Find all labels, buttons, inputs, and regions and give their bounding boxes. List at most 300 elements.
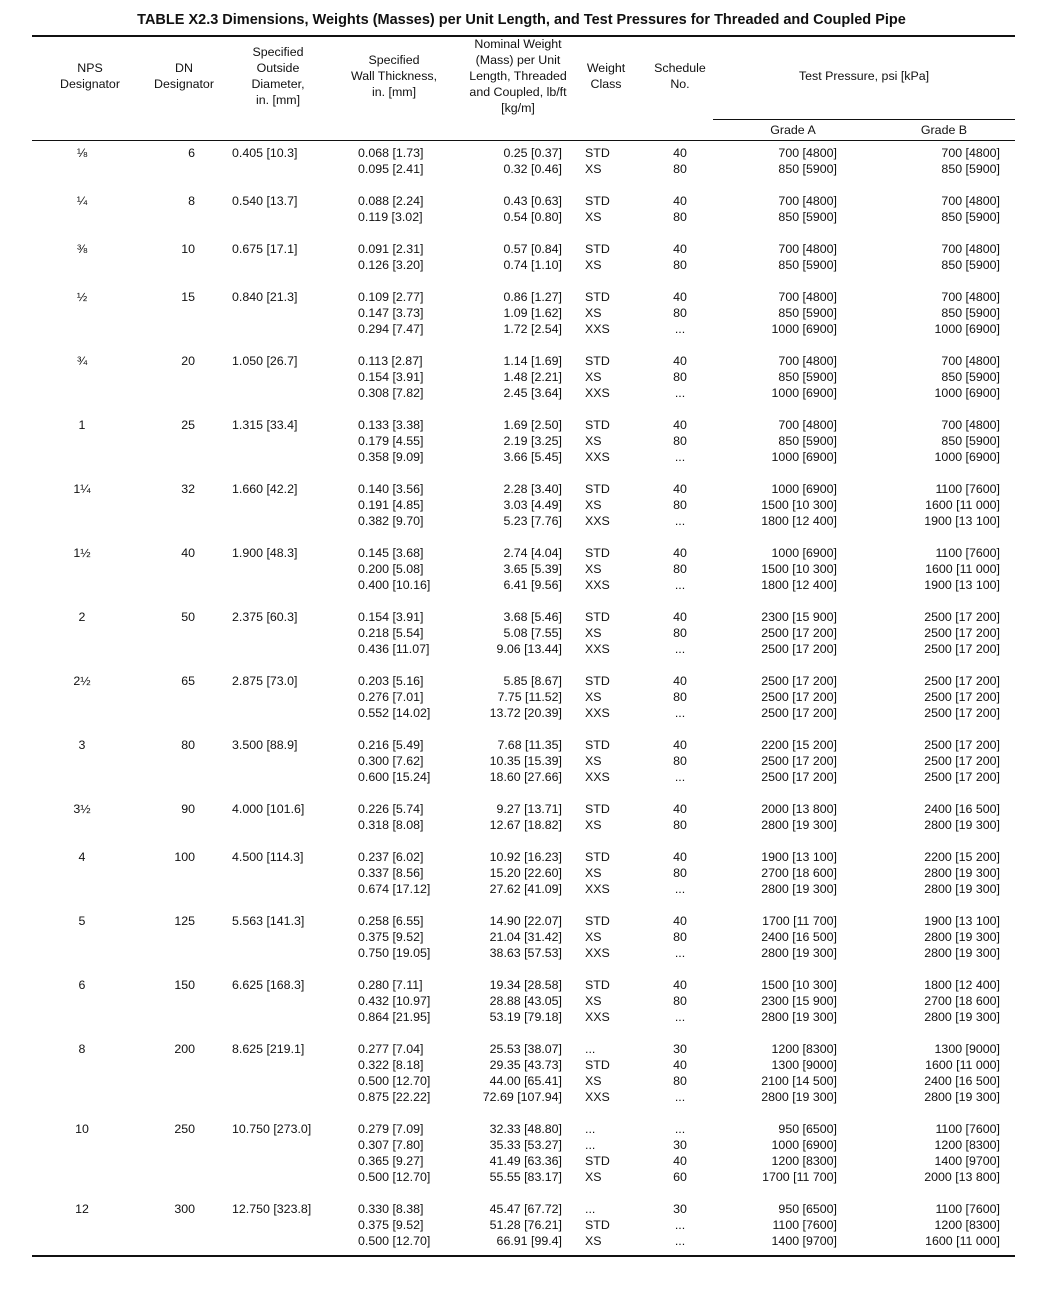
nominal-weight-cell: 0.54 [0.80] bbox=[503, 210, 562, 224]
grade-a-pressure-cell: 1000 [6900] bbox=[771, 386, 837, 400]
header-wall-line: Specified bbox=[368, 53, 420, 67]
nominal-weight-cell: 9.06 [13.44] bbox=[496, 642, 562, 656]
dn-cell: 50 bbox=[181, 610, 195, 624]
nominal-weight-cell: 3.68 [5.46] bbox=[503, 610, 562, 624]
wall-thickness-cell: 0.154 [3.91] bbox=[358, 610, 424, 624]
weight-class-cell: ... bbox=[585, 1122, 596, 1136]
grade-a-pressure-cell: 2800 [19 300] bbox=[761, 818, 837, 832]
weight-class-cell: STD bbox=[585, 146, 610, 160]
outside-diameter-cell: 2.875 [73.0] bbox=[232, 674, 298, 688]
outside-diameter-cell: 2.375 [60.3] bbox=[232, 610, 298, 624]
grade-a-pressure-cell: 2800 [19 300] bbox=[761, 946, 837, 960]
dn-cell: 150 bbox=[174, 978, 195, 992]
grade-b-pressure-cell: 2200 [15 200] bbox=[924, 850, 1000, 864]
nominal-weight-cell: 6.41 [9.56] bbox=[503, 578, 562, 592]
nominal-weight-cell: 15.20 [22.60] bbox=[489, 866, 562, 880]
nominal-weight-cell: 1.72 [2.54] bbox=[503, 322, 562, 336]
schedule-cell: 40 bbox=[673, 738, 687, 752]
weight-class-cell: ... bbox=[585, 1202, 596, 1216]
header-schedule-line: No. bbox=[670, 77, 690, 91]
grade-a-pressure-cell: 1900 [13 100] bbox=[761, 850, 837, 864]
outside-diameter-cell: 4.500 [114.3] bbox=[232, 850, 304, 864]
nps-cell: 3 bbox=[78, 738, 86, 752]
header-grade-a: Grade A bbox=[770, 123, 816, 137]
grade-a-pressure-cell: 2500 [17 200] bbox=[761, 706, 837, 720]
schedule-cell: 40 bbox=[673, 354, 687, 368]
wall-thickness-cell: 0.382 [9.70] bbox=[358, 514, 424, 528]
weight-class-cell: XS bbox=[585, 434, 602, 448]
grade-a-pressure-cell: 1000 [6900] bbox=[771, 1138, 837, 1152]
schedule-cell: ... bbox=[674, 1010, 686, 1024]
nominal-weight-cell: 2.45 [3.64] bbox=[503, 386, 562, 400]
dn-cell: 200 bbox=[174, 1042, 195, 1056]
grade-a-pressure-cell: 850 [5900] bbox=[778, 258, 837, 272]
weight-class-cell: XS bbox=[585, 306, 602, 320]
weight-class-cell: XS bbox=[585, 930, 602, 944]
bottom-rule bbox=[32, 1255, 1015, 1257]
wall-thickness-cell: 0.308 [7.82] bbox=[358, 386, 424, 400]
grade-a-pressure-cell: 850 [5900] bbox=[778, 434, 837, 448]
nominal-weight-cell: 3.66 [5.45] bbox=[503, 450, 562, 464]
grade-a-pressure-cell: 1700 [11 700] bbox=[762, 1170, 837, 1184]
dn-cell: 40 bbox=[181, 546, 195, 560]
grade-a-pressure-cell: 700 [4800] bbox=[778, 418, 837, 432]
grade-b-pressure-cell: 1200 [8300] bbox=[934, 1218, 1000, 1232]
outside-diameter-cell: 0.840 [21.3] bbox=[232, 290, 298, 304]
nps-cell: ¾ bbox=[76, 354, 88, 368]
nominal-weight-cell: 2.28 [3.40] bbox=[503, 482, 562, 496]
grade-b-pressure-cell: 1600 [11 000] bbox=[925, 1234, 1000, 1248]
nominal-weight-cell: 1.14 [1.69] bbox=[503, 354, 562, 368]
wall-thickness-cell: 0.400 [10.16] bbox=[358, 578, 431, 592]
nominal-weight-cell: 1.69 [2.50] bbox=[503, 418, 562, 432]
dn-cell: 15 bbox=[181, 290, 195, 304]
outside-diameter-cell: 1.050 [26.7] bbox=[232, 354, 298, 368]
header-od-line: Outside bbox=[256, 61, 300, 75]
header-weight-line: Nominal Weight bbox=[474, 37, 562, 51]
weight-class-cell: STD bbox=[585, 914, 610, 928]
header-test-pressure: Test Pressure, psi [kPa] bbox=[798, 69, 930, 83]
grade-a-pressure-cell: 1700 [11 700] bbox=[762, 914, 837, 928]
wall-thickness-cell: 0.113 [2.87] bbox=[358, 354, 423, 368]
weight-class-cell: ... bbox=[585, 1138, 596, 1152]
wall-thickness-cell: 0.095 [2.41] bbox=[358, 162, 424, 176]
schedule-cell: 40 bbox=[673, 610, 687, 624]
grade-a-pressure-cell: 1400 [9700] bbox=[771, 1234, 837, 1248]
wall-thickness-cell: 0.307 [7.80] bbox=[358, 1138, 424, 1152]
weight-class-cell: XS bbox=[585, 690, 602, 704]
nominal-weight-cell: 3.03 [4.49] bbox=[503, 498, 562, 512]
header-class-line: Class bbox=[590, 77, 622, 91]
nominal-weight-cell: 2.74 [4.04] bbox=[503, 546, 562, 560]
schedule-cell: 40 bbox=[673, 546, 687, 560]
schedule-cell: 60 bbox=[673, 1170, 687, 1184]
wall-thickness-cell: 0.179 [4.55] bbox=[358, 434, 424, 448]
weight-class-cell: XXS bbox=[585, 946, 610, 960]
nps-cell: 12 bbox=[75, 1202, 89, 1216]
nps-cell: 1¼ bbox=[73, 482, 91, 496]
nominal-weight-cell: 27.62 [41.09] bbox=[489, 882, 562, 896]
schedule-cell: ... bbox=[674, 450, 686, 464]
header-nominal-weight bbox=[458, 36, 578, 116]
header-class-line: Weight bbox=[586, 61, 626, 75]
outside-diameter-cell: 8.625 [219.1] bbox=[232, 1042, 305, 1056]
grade-b-pressure-cell: 1900 [13 100] bbox=[924, 514, 1000, 528]
header-od-line: Specified bbox=[252, 45, 304, 59]
wall-thickness-cell: 0.750 [19.05] bbox=[358, 946, 431, 960]
grade-b-pressure-cell: 2700 [18 600] bbox=[924, 994, 1000, 1008]
nominal-weight-cell: 2.19 [3.25] bbox=[503, 434, 562, 448]
nominal-weight-cell: 0.43 [0.63] bbox=[503, 194, 562, 208]
grade-a-pressure-cell: 1000 [6900] bbox=[771, 322, 837, 336]
header-weight-class bbox=[576, 60, 636, 92]
schedule-cell: 80 bbox=[673, 626, 687, 640]
grade-a-pressure-cell: 1100 [7600] bbox=[772, 1218, 837, 1232]
nominal-weight-cell: 28.88 [43.05] bbox=[489, 994, 562, 1008]
weight-class-cell: XS bbox=[585, 818, 602, 832]
grade-a-pressure-cell: 2800 [19 300] bbox=[761, 1010, 837, 1024]
grade-a-pressure-cell: 850 [5900] bbox=[778, 370, 837, 384]
grade-b-pressure-cell: 2800 [19 300] bbox=[924, 866, 1000, 880]
grade-a-pressure-cell: 1800 [12 400] bbox=[761, 514, 837, 528]
schedule-cell: 40 bbox=[673, 242, 687, 256]
schedule-cell: ... bbox=[674, 1218, 686, 1232]
wall-thickness-cell: 0.300 [7.62] bbox=[358, 754, 424, 768]
grade-a-pressure-cell: 1000 [6900] bbox=[771, 450, 837, 464]
wall-thickness-cell: 0.147 [3.73] bbox=[358, 306, 424, 320]
grade-b-pressure-cell: 2800 [19 300] bbox=[924, 946, 1000, 960]
nominal-weight-cell: 55.55 [83.17] bbox=[489, 1170, 562, 1184]
schedule-cell: ... bbox=[674, 1090, 686, 1104]
wall-thickness-cell: 0.375 [9.52] bbox=[358, 1218, 424, 1232]
grade-a-pressure-cell: 1500 [10 300] bbox=[761, 562, 837, 576]
header-weight-line: [kg/m] bbox=[501, 101, 535, 115]
grade-b-pressure-cell: 1800 [12 400] bbox=[924, 978, 1000, 992]
schedule-cell: 80 bbox=[673, 818, 687, 832]
header-od-line: Diameter, bbox=[251, 77, 305, 91]
grade-a-pressure-cell: 2500 [17 200] bbox=[761, 626, 837, 640]
weight-class-cell: XXS bbox=[585, 386, 610, 400]
grade-b-pressure-cell: 2400 [16 500] bbox=[924, 802, 1000, 816]
nominal-weight-cell: 5.08 [7.55] bbox=[503, 626, 562, 640]
weight-class-cell: XXS bbox=[585, 1010, 610, 1024]
outside-diameter-cell: 5.563 [141.3] bbox=[232, 914, 305, 928]
grade-b-pressure-cell: 700 [4800] bbox=[941, 242, 1000, 256]
grade-b-pressure-cell: 1000 [6900] bbox=[934, 322, 1000, 336]
nominal-weight-cell: 66.91 [99.4] bbox=[496, 1234, 562, 1248]
grade-a-pressure-cell: 2700 [18 600] bbox=[761, 866, 837, 880]
nominal-weight-cell: 35.33 [53.27] bbox=[489, 1138, 562, 1152]
wall-thickness-cell: 0.552 [14.02] bbox=[358, 706, 431, 720]
nps-cell: ¼ bbox=[76, 194, 88, 208]
grade-b-pressure-cell: 850 [5900] bbox=[941, 210, 1000, 224]
schedule-cell: 80 bbox=[673, 930, 687, 944]
weight-class-cell: STD bbox=[585, 418, 610, 432]
dn-cell: 6 bbox=[188, 146, 195, 160]
outside-diameter-cell: 0.540 [13.7] bbox=[232, 194, 298, 208]
wall-thickness-cell: 0.277 [7.04] bbox=[358, 1042, 424, 1056]
grade-b-pressure-cell: 1300 [9000] bbox=[934, 1042, 1000, 1056]
wall-thickness-cell: 0.279 [7.09] bbox=[358, 1122, 424, 1136]
nps-cell: 8 bbox=[78, 1042, 86, 1056]
wall-thickness-cell: 0.258 [6.55] bbox=[358, 914, 424, 928]
grade-b-pressure-cell: 1000 [6900] bbox=[934, 386, 1000, 400]
grade-a-pressure-cell: 2300 [15 900] bbox=[761, 610, 837, 624]
grade-a-pressure-cell: 700 [4800] bbox=[778, 146, 837, 160]
header-wall-thickness bbox=[334, 52, 454, 100]
dn-cell: 250 bbox=[174, 1122, 195, 1136]
weight-class-cell: XXS bbox=[585, 514, 610, 528]
nominal-weight-cell: 51.28 [76.21] bbox=[489, 1218, 562, 1232]
schedule-cell: 30 bbox=[673, 1042, 687, 1056]
nps-cell: 5 bbox=[78, 914, 86, 928]
wall-thickness-cell: 0.322 [8.18] bbox=[358, 1058, 424, 1072]
outside-diameter-cell: 4.000 [101.6] bbox=[232, 802, 305, 816]
nominal-weight-cell: 10.35 [15.39] bbox=[489, 754, 562, 768]
grade-b-pressure-cell: 2500 [17 200] bbox=[924, 770, 1000, 784]
wall-thickness-cell: 0.091 [2.31] bbox=[358, 242, 424, 256]
schedule-cell: 80 bbox=[673, 162, 687, 176]
grade-b-pressure-cell: 2500 [17 200] bbox=[924, 610, 1000, 624]
nps-cell: ⅛ bbox=[76, 146, 88, 160]
nominal-weight-cell: 0.57 [0.84] bbox=[503, 242, 562, 256]
grade-b-pressure-cell: 2000 [13 800] bbox=[924, 1170, 1000, 1184]
grade-a-pressure-cell: 1200 [8300] bbox=[771, 1154, 837, 1168]
schedule-cell: 80 bbox=[673, 994, 687, 1008]
schedule-cell: ... bbox=[674, 514, 686, 528]
grade-a-pressure-cell: 950 [6500] bbox=[778, 1122, 837, 1136]
nominal-weight-cell: 25.53 [38.07] bbox=[489, 1042, 562, 1056]
grade-a-pressure-cell: 700 [4800] bbox=[778, 194, 837, 208]
nps-cell: 2½ bbox=[73, 674, 91, 688]
grade-a-pressure-cell: 950 [6500] bbox=[778, 1202, 837, 1216]
wall-thickness-cell: 0.154 [3.91] bbox=[358, 370, 424, 384]
grade-a-pressure-cell: 2500 [17 200] bbox=[761, 642, 837, 656]
weight-class-cell: XS bbox=[585, 562, 602, 576]
weight-class-cell: STD bbox=[585, 290, 610, 304]
header-schedule bbox=[640, 60, 720, 92]
weight-class-cell: STD bbox=[585, 482, 610, 496]
grade-a-pressure-cell: 2100 [14 500] bbox=[761, 1074, 837, 1088]
wall-thickness-cell: 0.864 [21.95] bbox=[358, 1010, 431, 1024]
schedule-cell: 80 bbox=[673, 210, 687, 224]
weight-class-cell: XXS bbox=[585, 770, 610, 784]
nominal-weight-cell: 38.63 [57.53] bbox=[489, 946, 562, 960]
wall-thickness-cell: 0.276 [7.01] bbox=[358, 690, 424, 704]
grade-b-pressure-cell: 1000 [6900] bbox=[934, 450, 1000, 464]
header-nps-line: Designator bbox=[60, 77, 120, 91]
nominal-weight-cell: 1.09 [1.62] bbox=[503, 306, 562, 320]
grade-b-pressure-cell: 2500 [17 200] bbox=[924, 674, 1000, 688]
schedule-cell: ... bbox=[674, 1122, 686, 1136]
grade-a-pressure-cell: 2500 [17 200] bbox=[761, 690, 837, 704]
nominal-weight-cell: 29.35 [43.73] bbox=[489, 1058, 562, 1072]
wall-thickness-cell: 0.294 [7.47] bbox=[358, 322, 424, 336]
weight-class-cell: STD bbox=[585, 1058, 610, 1072]
header-dn-line: Designator bbox=[154, 77, 214, 91]
wall-thickness-cell: 0.875 [22.22] bbox=[358, 1090, 431, 1104]
grade-b-pressure-cell: 700 [4800] bbox=[941, 354, 1000, 368]
weight-class-cell: XS bbox=[585, 626, 602, 640]
grade-b-pressure-cell: 2500 [17 200] bbox=[924, 706, 1000, 720]
weight-class-cell: XS bbox=[585, 1234, 602, 1248]
weight-class-cell: STD bbox=[585, 546, 610, 560]
schedule-cell: 30 bbox=[673, 1202, 687, 1216]
wall-thickness-cell: 0.226 [5.74] bbox=[358, 802, 424, 816]
dn-cell: 10 bbox=[181, 242, 195, 256]
schedule-cell: 40 bbox=[673, 1154, 687, 1168]
grade-b-pressure-cell: 850 [5900] bbox=[941, 162, 1000, 176]
grade-b-pressure-cell: 2800 [19 300] bbox=[924, 930, 1000, 944]
nominal-weight-cell: 0.25 [0.37] bbox=[503, 146, 562, 160]
grade-a-pressure-cell: 850 [5900] bbox=[778, 306, 837, 320]
schedule-cell: 40 bbox=[673, 482, 687, 496]
grade-a-pressure-cell: 2800 [19 300] bbox=[761, 882, 837, 896]
weight-class-cell: XS bbox=[585, 1074, 602, 1088]
header-nps-line: NPS bbox=[77, 61, 103, 75]
grade-b-pressure-cell: 2500 [17 200] bbox=[924, 642, 1000, 656]
weight-class-cell: XS bbox=[585, 994, 602, 1008]
schedule-cell: ... bbox=[674, 578, 686, 592]
grade-a-pressure-cell: 850 [5900] bbox=[778, 162, 837, 176]
nominal-weight-cell: 14.90 [22.07] bbox=[489, 914, 562, 928]
header-wall-line: in. [mm] bbox=[371, 85, 417, 99]
header-nps bbox=[40, 60, 140, 92]
grade-b-pressure-cell: 1400 [9700] bbox=[934, 1154, 1000, 1168]
wall-thickness-cell: 0.280 [7.11] bbox=[358, 978, 423, 992]
wall-thickness-cell: 0.375 [9.52] bbox=[358, 930, 424, 944]
wall-thickness-cell: 0.500 [12.70] bbox=[358, 1074, 431, 1088]
grade-a-pressure-cell: 2500 [17 200] bbox=[761, 770, 837, 784]
nominal-weight-cell: 5.23 [7.76] bbox=[503, 514, 562, 528]
weight-class-cell: XS bbox=[585, 210, 602, 224]
grade-a-pressure-cell: 2300 [15 900] bbox=[761, 994, 837, 1008]
nps-cell: 1 bbox=[78, 418, 86, 432]
wall-thickness-cell: 0.330 [8.38] bbox=[358, 1202, 424, 1216]
grade-b-pressure-cell: 700 [4800] bbox=[941, 290, 1000, 304]
dn-cell: 100 bbox=[174, 850, 195, 864]
schedule-cell: 40 bbox=[673, 914, 687, 928]
wall-thickness-cell: 0.218 [5.54] bbox=[358, 626, 424, 640]
weight-class-cell: XXS bbox=[585, 322, 610, 336]
schedule-cell: 80 bbox=[673, 258, 687, 272]
nominal-weight-cell: 7.68 [11.35] bbox=[497, 738, 562, 752]
weight-class-cell: STD bbox=[585, 194, 610, 208]
dn-cell: 80 bbox=[181, 738, 195, 752]
nominal-weight-cell: 5.85 [8.67] bbox=[503, 674, 562, 688]
dn-cell: 65 bbox=[181, 674, 195, 688]
grade-b-pressure-cell: 1100 [7600] bbox=[935, 482, 1000, 496]
outside-diameter-cell: 1.315 [33.4] bbox=[232, 418, 298, 432]
wall-thickness-cell: 0.119 [3.02] bbox=[358, 210, 423, 224]
outside-diameter-cell: 0.675 [17.1] bbox=[232, 242, 298, 256]
weight-class-cell: ... bbox=[585, 1042, 596, 1056]
schedule-cell: ... bbox=[674, 386, 686, 400]
wall-thickness-cell: 0.126 [3.20] bbox=[358, 258, 424, 272]
grade-a-pressure-cell: 2800 [19 300] bbox=[761, 1090, 837, 1104]
outside-diameter-cell: 3.500 [88.9] bbox=[232, 738, 298, 752]
weight-class-cell: XXS bbox=[585, 642, 610, 656]
grade-b-pressure-cell: 2500 [17 200] bbox=[924, 626, 1000, 640]
grade-a-pressure-cell: 2500 [17 200] bbox=[761, 754, 837, 768]
schedule-cell: 40 bbox=[673, 194, 687, 208]
wall-thickness-cell: 0.191 [4.85] bbox=[358, 498, 424, 512]
outside-diameter-cell: 12.750 [323.8] bbox=[232, 1202, 312, 1216]
nps-cell: ⅜ bbox=[76, 242, 88, 256]
schedule-cell: 80 bbox=[673, 690, 687, 704]
nominal-weight-cell: 3.65 [5.39] bbox=[503, 562, 562, 576]
schedule-cell: 80 bbox=[673, 754, 687, 768]
wall-thickness-cell: 0.200 [5.08] bbox=[358, 562, 424, 576]
wall-thickness-cell: 0.365 [9.27] bbox=[358, 1154, 424, 1168]
schedule-cell: ... bbox=[674, 882, 686, 896]
grade-b-pressure-cell: 2500 [17 200] bbox=[924, 738, 1000, 752]
nominal-weight-cell: 53.19 [79.18] bbox=[489, 1010, 562, 1024]
outside-diameter-cell: 1.900 [48.3] bbox=[232, 546, 298, 560]
schedule-cell: 80 bbox=[673, 866, 687, 880]
wall-thickness-cell: 0.500 [12.70] bbox=[358, 1170, 431, 1184]
grade-b-pressure-cell: 2400 [16 500] bbox=[924, 1074, 1000, 1088]
wall-thickness-cell: 0.436 [11.07] bbox=[358, 642, 430, 656]
weight-class-cell: STD bbox=[585, 1154, 610, 1168]
weight-class-cell: XXS bbox=[585, 706, 610, 720]
grade-b-pressure-cell: 2800 [19 300] bbox=[924, 1090, 1000, 1104]
grade-a-pressure-cell: 2200 [15 200] bbox=[761, 738, 837, 752]
test-pressure-rule bbox=[713, 119, 1015, 120]
nps-cell: 4 bbox=[78, 850, 86, 864]
grade-a-pressure-cell: 2000 [13 800] bbox=[761, 802, 837, 816]
grade-b-pressure-cell: 850 [5900] bbox=[941, 306, 1000, 320]
dn-cell: 90 bbox=[181, 802, 195, 816]
nps-cell: ½ bbox=[76, 290, 88, 304]
dn-cell: 25 bbox=[181, 418, 195, 432]
outside-diameter-cell: 10.750 [273.0] bbox=[232, 1122, 312, 1136]
grade-a-pressure-cell: 1500 [10 300] bbox=[761, 978, 837, 992]
weight-class-cell: STD bbox=[585, 802, 610, 816]
schedule-cell: ... bbox=[674, 946, 686, 960]
grade-b-pressure-cell: 850 [5900] bbox=[941, 370, 1000, 384]
header-dn-line: DN bbox=[175, 61, 193, 75]
wall-thickness-cell: 0.432 [10.97] bbox=[358, 994, 431, 1008]
weight-class-cell: STD bbox=[585, 354, 610, 368]
nominal-weight-cell: 18.60 [27.66] bbox=[489, 770, 562, 784]
weight-class-cell: STD bbox=[585, 610, 610, 624]
nps-cell: 1½ bbox=[73, 546, 91, 560]
header-dn bbox=[134, 60, 234, 92]
grade-b-pressure-cell: 2500 [17 200] bbox=[924, 754, 1000, 768]
nominal-weight-cell: 21.04 [31.42] bbox=[489, 930, 562, 944]
grade-b-pressure-cell: 1200 [8300] bbox=[934, 1138, 1000, 1152]
nominal-weight-cell: 72.69 [107.94] bbox=[482, 1090, 562, 1104]
grade-b-pressure-cell: 1100 [7600] bbox=[935, 1122, 1000, 1136]
weight-class-cell: XS bbox=[585, 162, 602, 176]
weight-class-cell: XS bbox=[585, 1170, 602, 1184]
wall-thickness-cell: 0.318 [8.08] bbox=[358, 818, 424, 832]
nps-cell: 6 bbox=[78, 978, 86, 992]
wall-thickness-cell: 0.133 [3.38] bbox=[358, 418, 424, 432]
schedule-cell: 80 bbox=[673, 1074, 687, 1088]
weight-class-cell: XXS bbox=[585, 1090, 610, 1104]
schedule-cell: 40 bbox=[673, 674, 687, 688]
grade-a-pressure-cell: 700 [4800] bbox=[778, 354, 837, 368]
nps-cell: 10 bbox=[75, 1122, 89, 1136]
nominal-weight-cell: 0.32 [0.46] bbox=[503, 162, 562, 176]
wall-thickness-cell: 0.600 [15.24] bbox=[358, 770, 431, 784]
grade-b-pressure-cell: 850 [5900] bbox=[941, 258, 1000, 272]
schedule-cell: ... bbox=[674, 642, 686, 656]
grade-b-pressure-cell: 2800 [19 300] bbox=[924, 1010, 1000, 1024]
weight-class-cell: XS bbox=[585, 754, 602, 768]
